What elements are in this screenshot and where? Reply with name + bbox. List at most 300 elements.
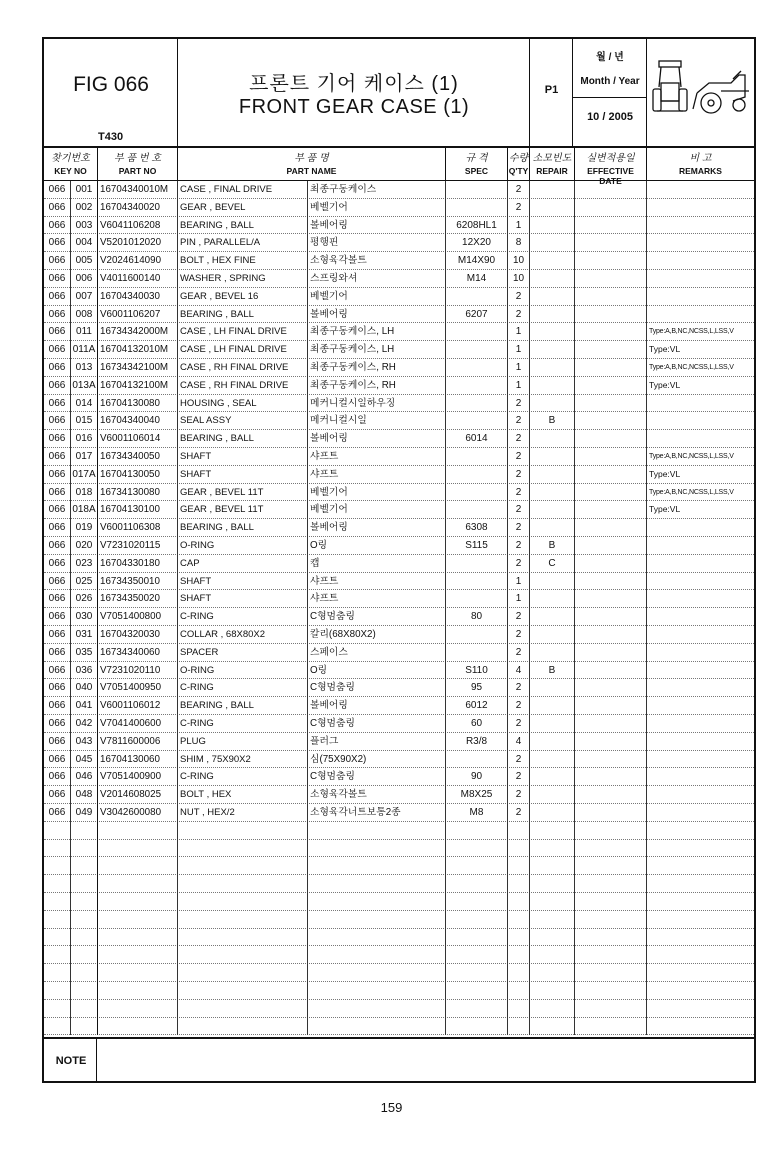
cell-quantity: 2 xyxy=(508,181,530,199)
cell-key-number: 004 xyxy=(71,234,98,252)
cell-part-number: 16734342000M xyxy=(98,323,178,341)
cell-spec xyxy=(446,911,508,929)
table-row xyxy=(44,288,754,306)
cell-quantity: 1 xyxy=(508,341,530,359)
cell-part-number: 16704132010M xyxy=(98,341,178,359)
header-remarks xyxy=(647,146,754,181)
cell-part-name-korean xyxy=(308,982,446,1000)
header-spec-korean: 규 격 xyxy=(465,153,488,164)
cell-part-name-english: SEAL ASSY xyxy=(178,412,308,430)
table-row xyxy=(44,715,754,733)
cell-key-number xyxy=(71,1000,98,1018)
cell-key-number: 016 xyxy=(71,430,98,448)
cell-part-name-english: SHAFT xyxy=(178,466,308,484)
page-number: 159 xyxy=(380,1100,403,1115)
cell-repair-code xyxy=(530,430,575,448)
cell-repair-code xyxy=(530,288,575,306)
cell-part-name-korean: 소형육각너트보통2종 xyxy=(308,804,446,822)
model-code: T430 xyxy=(98,131,124,143)
cell-key-number: 042 xyxy=(71,715,98,733)
cell-part-name-korean xyxy=(308,964,446,982)
cell-part-name-korean xyxy=(308,946,446,964)
cell-spec xyxy=(446,448,508,466)
cell-quantity: 2 xyxy=(508,412,530,430)
cell-part-name-korean: 평행핀 xyxy=(308,234,446,252)
cell-quantity: 2 xyxy=(508,519,530,537)
cell-effective-date xyxy=(575,946,647,964)
cell-effective-date xyxy=(575,964,647,982)
header-part-english: PART NO xyxy=(118,166,157,176)
cell-repair-code xyxy=(530,679,575,697)
cell-spec: 6308 xyxy=(446,519,508,537)
cell-key-group: 066 xyxy=(44,341,71,359)
cell-repair-code xyxy=(530,501,575,519)
cell-effective-date xyxy=(575,822,647,840)
cell-key-number: 011A xyxy=(71,341,98,359)
figure-cell xyxy=(44,39,178,146)
cell-spec xyxy=(446,840,508,858)
cell-effective-date xyxy=(575,306,647,324)
cell-part-name-korean: C형멈춤링 xyxy=(308,679,446,697)
cell-part-name-english xyxy=(178,875,308,893)
cell-part-name-korean: 스페이스 xyxy=(308,644,446,662)
cell-remarks xyxy=(647,679,754,697)
cell-key-group: 066 xyxy=(44,412,71,430)
cell-key-group xyxy=(44,840,71,858)
table-row xyxy=(44,733,754,751)
cell-effective-date xyxy=(575,662,647,680)
cell-repair-code xyxy=(530,252,575,270)
cell-remarks: Type:VL xyxy=(649,504,681,515)
cell-part-name-english: CASE , FINAL DRIVE xyxy=(178,181,308,199)
table-row xyxy=(44,679,754,697)
cell-part-name-korean: 최종구동케이스 xyxy=(308,181,446,199)
cell-part-name-english: BEARING , BALL xyxy=(178,519,308,537)
cell-part-number: V6001106308 xyxy=(98,519,178,537)
cell-key-number: 026 xyxy=(71,590,98,608)
cell-key-group: 066 xyxy=(44,377,71,395)
cell-repair-code xyxy=(530,199,575,217)
header-part-korean: 부 품 번 호 xyxy=(114,153,161,164)
cell-key-group: 066 xyxy=(44,501,71,519)
cell-remarks: Type:A,B,NC,NCSS,L,LSS,V xyxy=(649,328,734,336)
table-row xyxy=(44,555,754,573)
cell-key-group: 066 xyxy=(44,234,71,252)
cell-part-number: V2014608025 xyxy=(98,786,178,804)
cell-remarks xyxy=(647,537,754,555)
cell-part-name-korean: 캡 xyxy=(308,555,446,573)
cell-key-group: 066 xyxy=(44,537,71,555)
cell-effective-date xyxy=(575,715,647,733)
cell-part-number xyxy=(98,893,178,911)
cell-spec xyxy=(446,341,508,359)
cell-key-group: 066 xyxy=(44,786,71,804)
cell-part-name-english: SHAFT xyxy=(178,448,308,466)
cell-effective-date xyxy=(575,857,647,875)
cell-quantity xyxy=(508,822,530,840)
cell-key-group: 066 xyxy=(44,288,71,306)
table-row xyxy=(44,412,754,430)
cell-part-number: 16704130080 xyxy=(98,395,178,413)
cell-part-name-english: SHAFT xyxy=(178,590,308,608)
cell-effective-date xyxy=(575,608,647,626)
cell-spec xyxy=(446,857,508,875)
cell-part-name-english xyxy=(178,911,308,929)
cell-key-number: 011 xyxy=(71,323,98,341)
cell-effective-date xyxy=(575,804,647,822)
table-row xyxy=(44,484,754,502)
header-repair-korean: 소모빈도 xyxy=(532,153,572,164)
cell-repair-code xyxy=(530,484,575,502)
cell-quantity: 2 xyxy=(508,430,530,448)
cell-part-name-korean: 최종구동케이스, LH xyxy=(308,323,446,341)
cell-spec xyxy=(446,323,508,341)
date-label-korean: 월 / 년 xyxy=(596,52,624,63)
cell-key-group xyxy=(44,1000,71,1018)
cell-part-name-english: BEARING , BALL xyxy=(178,697,308,715)
cell-key-group: 066 xyxy=(44,573,71,591)
cell-key-number: 046 xyxy=(71,768,98,786)
cell-remarks xyxy=(647,715,754,733)
illustration-cell xyxy=(647,39,754,146)
cell-part-number: 16734350010 xyxy=(98,573,178,591)
cell-remarks: Type:VL xyxy=(649,344,681,355)
cell-part-number: 16704340040 xyxy=(98,412,178,430)
cell-part-name-korean: 샤프트 xyxy=(308,590,446,608)
cell-part-number xyxy=(98,1000,178,1018)
cell-remarks xyxy=(647,857,754,875)
sheet-header xyxy=(44,39,754,148)
cell-key-number: 023 xyxy=(71,555,98,573)
header-qty-korean: 수량 xyxy=(508,153,529,164)
cell-quantity xyxy=(508,1018,530,1036)
cell-quantity: 2 xyxy=(508,537,530,555)
cell-remarks xyxy=(647,573,754,591)
cell-effective-date xyxy=(575,911,647,929)
cell-part-number: 16704132100M xyxy=(98,377,178,395)
table-row xyxy=(44,662,754,680)
cell-part-name-english: BEARING , BALL xyxy=(178,306,308,324)
cell-spec: 6012 xyxy=(446,697,508,715)
cell-part-name-english: C-RING xyxy=(178,608,308,626)
cell-part-number: V6001106014 xyxy=(98,430,178,448)
cell-effective-date xyxy=(575,323,647,341)
cell-repair-code: B xyxy=(530,537,575,555)
cell-key-group: 066 xyxy=(44,448,71,466)
cell-effective-date xyxy=(575,234,647,252)
cell-part-name-english xyxy=(178,857,308,875)
cell-key-number: 041 xyxy=(71,697,98,715)
cell-quantity: 2 xyxy=(508,626,530,644)
cell-key-number: 043 xyxy=(71,733,98,751)
cell-quantity: 1 xyxy=(508,590,530,608)
cell-spec xyxy=(446,946,508,964)
cell-spec: 80 xyxy=(446,608,508,626)
cell-part-name-korean: 최종구동케이스, RH xyxy=(308,359,446,377)
cell-part-name-english: SHIM , 75X90X2 xyxy=(178,751,308,769)
cell-quantity: 2 xyxy=(508,395,530,413)
cell-effective-date xyxy=(575,929,647,947)
cell-remarks xyxy=(647,786,754,804)
cell-spec: 12X20 xyxy=(446,234,508,252)
cell-effective-date xyxy=(575,395,647,413)
table-row xyxy=(44,1018,754,1036)
cell-key-number: 008 xyxy=(71,306,98,324)
table-row xyxy=(44,822,754,840)
cell-part-number: V6041106208 xyxy=(98,217,178,235)
table-row xyxy=(44,519,754,537)
cell-repair-code xyxy=(530,751,575,769)
cell-key-number: 048 xyxy=(71,786,98,804)
table-row xyxy=(44,252,754,270)
cell-part-name-korean: 볼베어링 xyxy=(308,430,446,448)
cell-key-number: 013 xyxy=(71,359,98,377)
cell-key-group: 066 xyxy=(44,484,71,502)
cell-part-number xyxy=(98,982,178,1000)
cell-repair-code xyxy=(530,697,575,715)
cell-repair-code xyxy=(530,715,575,733)
header-repair-english: REPAIR xyxy=(536,166,568,176)
cell-remarks xyxy=(647,982,754,1000)
cell-spec xyxy=(446,395,508,413)
cell-part-number: 16704340020 xyxy=(98,199,178,217)
cell-repair-code xyxy=(530,982,575,1000)
table-row xyxy=(44,573,754,591)
cell-part-number xyxy=(98,822,178,840)
cell-part-number: V7231020110 xyxy=(98,662,178,680)
cell-remarks xyxy=(647,1018,754,1036)
cell-quantity xyxy=(508,929,530,947)
cell-remarks xyxy=(647,644,754,662)
cell-key-group xyxy=(44,1018,71,1036)
cell-repair-code xyxy=(530,608,575,626)
cell-part-name-korean: 샤프트 xyxy=(308,573,446,591)
cell-part-number: 16734350020 xyxy=(98,590,178,608)
cell-quantity xyxy=(508,875,530,893)
cell-key-group xyxy=(44,875,71,893)
cell-key-number xyxy=(71,1018,98,1036)
cell-part-name-english: GEAR , BEVEL 16 xyxy=(178,288,308,306)
cell-key-group xyxy=(44,822,71,840)
cell-key-number: 005 xyxy=(71,252,98,270)
cell-quantity: 2 xyxy=(508,555,530,573)
cell-quantity: 2 xyxy=(508,751,530,769)
header-key-korean: 찾기번호 xyxy=(51,153,90,164)
cell-effective-date xyxy=(575,412,647,430)
cell-key-number xyxy=(71,929,98,947)
cell-remarks xyxy=(647,733,754,751)
cell-part-name-english: CASE , RH FINAL DRIVE xyxy=(178,359,308,377)
cell-remarks xyxy=(647,412,754,430)
header-effective-english: EFFECTIVE DATE xyxy=(587,166,634,186)
cell-key-number: 018 xyxy=(71,484,98,502)
cell-key-number xyxy=(71,893,98,911)
header-part-no xyxy=(98,146,178,181)
cell-part-name-korean: 샤프트 xyxy=(308,448,446,466)
table-row xyxy=(44,181,754,199)
cell-part-name-english xyxy=(178,1000,308,1018)
cell-remarks xyxy=(647,288,754,306)
cell-part-name-english xyxy=(178,982,308,1000)
note-label: NOTE xyxy=(55,1055,87,1067)
cell-quantity xyxy=(508,982,530,1000)
cell-key-group: 066 xyxy=(44,679,71,697)
cell-key-group: 066 xyxy=(44,644,71,662)
cell-key-group: 066 xyxy=(44,804,71,822)
cell-remarks xyxy=(647,964,754,982)
cell-key-group: 066 xyxy=(44,697,71,715)
cell-repair-code xyxy=(530,217,575,235)
cell-part-name-english: NUT , HEX/2 xyxy=(178,804,308,822)
table-row xyxy=(44,448,754,466)
cell-part-name-english: CASE , RH FINAL DRIVE xyxy=(178,377,308,395)
cell-spec: M8X25 xyxy=(446,786,508,804)
cell-spec: 60 xyxy=(446,715,508,733)
cell-part-name-english: HOUSING , SEAL xyxy=(178,395,308,413)
table-row xyxy=(44,270,754,288)
cell-repair-code xyxy=(530,573,575,591)
table-row xyxy=(44,430,754,448)
cell-effective-date xyxy=(575,644,647,662)
cell-remarks xyxy=(647,430,754,448)
cell-remarks: Type:VL xyxy=(649,379,681,390)
cell-part-name-korean: 최종구동케이스, LH xyxy=(308,341,446,359)
cell-spec xyxy=(446,1000,508,1018)
table-row xyxy=(44,697,754,715)
cell-spec: 95 xyxy=(446,679,508,697)
cell-key-number: 002 xyxy=(71,199,98,217)
cell-quantity: 4 xyxy=(508,733,530,751)
table-row xyxy=(44,946,754,964)
cell-effective-date xyxy=(575,679,647,697)
cell-part-name-korean: 볼베어링 xyxy=(308,519,446,537)
table-row xyxy=(44,804,754,822)
cell-part-number: 16734342100M xyxy=(98,359,178,377)
cell-key-group: 066 xyxy=(44,608,71,626)
cell-spec xyxy=(446,982,508,1000)
cell-remarks xyxy=(647,306,754,324)
cell-effective-date xyxy=(575,181,647,199)
table-row xyxy=(44,466,754,484)
cell-remarks xyxy=(647,234,754,252)
cell-part-number: V7041400600 xyxy=(98,715,178,733)
cell-repair-code xyxy=(530,1000,575,1018)
cell-repair-code xyxy=(530,341,575,359)
cell-part-name-english: BOLT , HEX FINE xyxy=(178,252,308,270)
cell-spec xyxy=(446,893,508,911)
cell-key-number: 014 xyxy=(71,395,98,413)
cell-part-number: V7231020115 xyxy=(98,537,178,555)
cell-part-name-english: GEAR , BEVEL 11T xyxy=(178,484,308,502)
cell-part-name-korean: 베벨기어 xyxy=(308,288,446,306)
cell-repair-code xyxy=(530,768,575,786)
cell-part-name-english: CAP xyxy=(178,555,308,573)
cell-remarks xyxy=(647,946,754,964)
cell-effective-date xyxy=(575,466,647,484)
cell-effective-date xyxy=(575,697,647,715)
cell-remarks xyxy=(647,626,754,644)
cell-effective-date xyxy=(575,751,647,769)
cell-part-number: 16704320030 xyxy=(98,626,178,644)
cell-part-number xyxy=(98,911,178,929)
cell-repair-code xyxy=(530,270,575,288)
header-effective-date xyxy=(575,146,647,186)
cell-quantity: 8 xyxy=(508,234,530,252)
cell-repair-code xyxy=(530,822,575,840)
cell-key-number: 025 xyxy=(71,573,98,591)
cell-key-group: 066 xyxy=(44,662,71,680)
cell-key-group: 066 xyxy=(44,252,71,270)
cell-spec xyxy=(446,199,508,217)
cell-quantity: 1 xyxy=(508,359,530,377)
cell-key-number: 036 xyxy=(71,662,98,680)
cell-part-number: 16704340010M xyxy=(98,181,178,199)
cell-effective-date xyxy=(575,430,647,448)
cell-quantity: 10 xyxy=(508,270,530,288)
cell-repair-code xyxy=(530,1018,575,1036)
cell-key-number xyxy=(71,857,98,875)
cell-spec: M14 xyxy=(446,270,508,288)
cell-repair-code xyxy=(530,929,575,947)
cell-spec xyxy=(446,751,508,769)
cell-part-name-english: COLLAR , 68X80X2 xyxy=(178,626,308,644)
header-remarks-english: REMARKS xyxy=(679,166,722,176)
cell-part-number: 16704340030 xyxy=(98,288,178,306)
cell-part-name-english xyxy=(178,822,308,840)
cell-part-name-korean xyxy=(308,911,446,929)
cell-part-name-english: O-RING xyxy=(178,537,308,555)
cell-quantity: 2 xyxy=(508,288,530,306)
cell-part-number: V4011600140 xyxy=(98,270,178,288)
table-row xyxy=(44,590,754,608)
cell-part-name-english: BEARING , BALL xyxy=(178,430,308,448)
cell-spec: 90 xyxy=(446,768,508,786)
table-row xyxy=(44,982,754,1000)
cell-key-number: 040 xyxy=(71,679,98,697)
cell-effective-date xyxy=(575,875,647,893)
cell-quantity xyxy=(508,840,530,858)
cell-part-name-korean: 칼리(68X80X2) xyxy=(308,626,446,644)
table-row xyxy=(44,875,754,893)
cell-part-number: 16734130080 xyxy=(98,484,178,502)
cell-part-name-korean xyxy=(308,893,446,911)
cell-part-name-english xyxy=(178,840,308,858)
cell-key-number: 017 xyxy=(71,448,98,466)
header-effective-korean: 실변적용일 xyxy=(586,153,635,164)
cell-spec xyxy=(446,573,508,591)
cell-key-number: 006 xyxy=(71,270,98,288)
cell-key-number: 045 xyxy=(71,751,98,769)
cell-spec xyxy=(446,555,508,573)
cell-effective-date xyxy=(575,590,647,608)
cell-repair-code xyxy=(530,893,575,911)
cell-spec xyxy=(446,359,508,377)
cell-repair-code xyxy=(530,395,575,413)
cell-key-group xyxy=(44,893,71,911)
cell-part-name-korean: C형멈춤링 xyxy=(308,715,446,733)
cell-quantity: 2 xyxy=(508,466,530,484)
date-value: 10 / 2005 xyxy=(587,111,633,123)
cell-quantity: 4 xyxy=(508,662,530,680)
cell-part-name-korean: 베벨기어 xyxy=(308,484,446,502)
cell-spec xyxy=(446,1018,508,1036)
cell-part-name-english: SPACER xyxy=(178,644,308,662)
cell-quantity xyxy=(508,1000,530,1018)
cell-remarks xyxy=(647,270,754,288)
header-qty xyxy=(508,146,530,181)
cell-key-number: 007 xyxy=(71,288,98,306)
cell-repair-code xyxy=(530,181,575,199)
